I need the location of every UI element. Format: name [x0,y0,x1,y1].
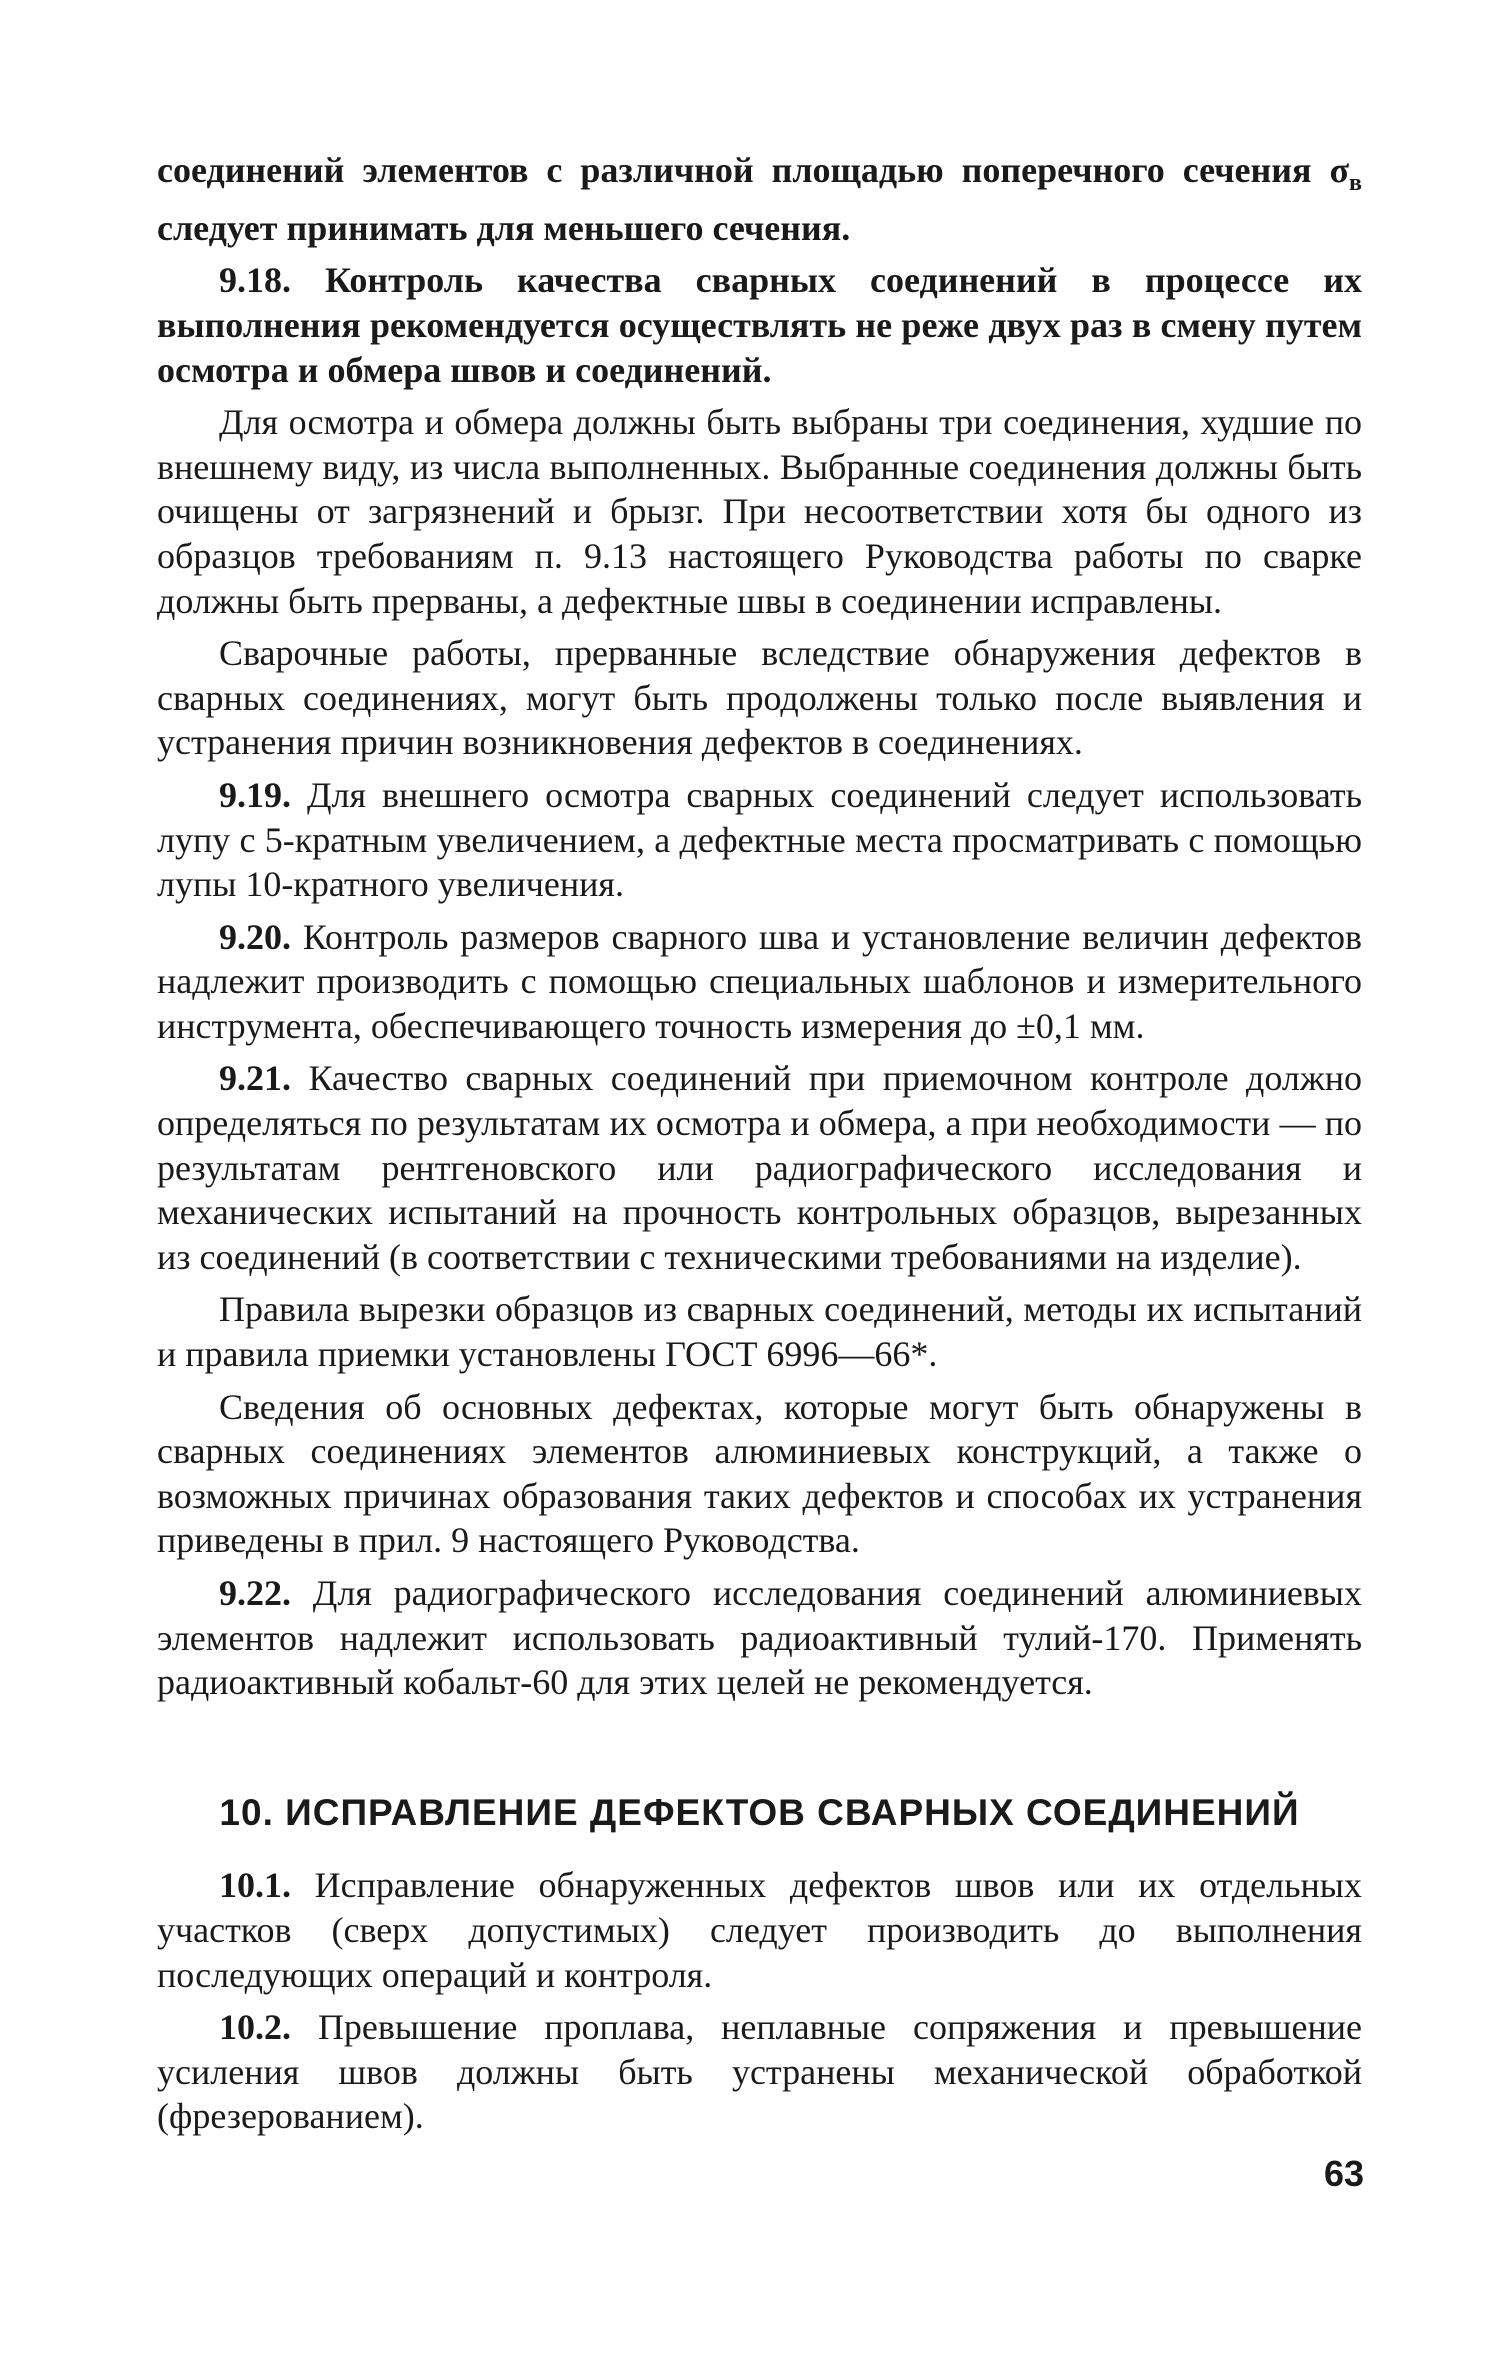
clause-number: 9.19. [219,774,291,815]
paragraph-9-21 [157,1056,1362,1279]
section-heading: 10. ИСПРАВЛЕНИЕ ДЕФЕКТОВ СВАРНЫХ СОЕДИНЕНИЙ [219,1791,1300,1833]
paragraph-9-20 [157,915,1362,1049]
paragraph-9-21-b: Правила вырезки образцов из сварных соединений, методы их испытаний и правила приемки установлены ГОСТ 6996—66*. [157,1289,1362,1375]
paragraph-9-22 [157,1571,1362,1705]
clause-text: Исправление обнаруженных дефектов швов или их отдельных участков (сверх допустимых) следует производить до выполнения последующих операций и контроля. [157,1865,1362,1995]
clause-text: Превышение проплава, неплавные сопряжения и превышение усиления швов должны быть устранены механической обработкой (фрезерованием). [157,2007,1363,2137]
clause-number: 10.2. [219,2007,291,2048]
paragraph-intro [157,148,1362,250]
paragraph-9-18 [157,258,1362,392]
sigma-symbol: σ [1329,150,1350,190]
page-number: 63 [1323,2153,1364,2194]
clause-text: Контроль качества сварных соединений в процессе их выполнения рекомендуется осуществлять не реже двух раз в смену путем осмотра и обмера швов и соединений. [157,260,1362,390]
paragraph-9-19 [157,773,1362,907]
sigma-subscript: в [1349,170,1362,197]
paragraph-10-2 [157,2005,1362,2139]
paragraph-9-21-c: Сведения об основных дефектах, которые могут быть обнаружены в сварных соединениях элементов алюминиевых конструкций, а также о возможных причинах образования таких дефектов и способах их устранения приведены в прил. 9 настоящего Руководства. [157,1386,1362,1561]
clause-number: 9.22. [219,1573,291,1613]
clause-text: Качество сварных соединений при приемочном контроле должно определяться по результатам их осмотра и обмера, а при необходимости — по результатам рентгеновского или радиографического исследования и механических испытаний на прочность контрольных образцов, вырезанных из соединений (в соответствии с техническими требованиями на изделие). [157,1058,1362,1277]
clause-text: Контроль размеров сварного шва и установление величин дефектов надлежит производить с помощью специальных шаблонов и измерительного инструмента, обеспечивающего точность измерения до ±0,1 мм. [157,916,1362,1046]
clause-text: Для радиографического исследования соединений алюминиевых элементов надлежит использовать радиоактивный тулий-170. Применять радиоактивный кобальт-60 для этих целей не рекомендуется. [157,1573,1362,1703]
paragraph-10-1 [157,1863,1362,1997]
clause-number: 10.1. [219,1865,291,1906]
paragraph-9-18-b: Для осмотра и обмера должны быть выбраны три соединения, худшие по внешнему виду, из числа выполненных. Выбранные соединения должны быть очищены от загрязнений и брызг. При несоответствии хотя бы одного из образцов требованиям п. 9.13 настоящего Руководства работы по сварке должны быть прерваны, а дефектные швы в соединении исправлены. [157,402,1362,621]
clause-text: Для внешнего осмотра сварных соединений следует использовать лупу с 5-кратным увеличением, а дефектные места просматривать с помощью лупы 10-кратного увеличения. [157,774,1362,905]
clause-number: 9.21. [219,1058,291,1099]
intro-lead: соединений элементов с различной площадью поперечного сечения [157,150,1312,190]
clause-number: 9.20. [219,916,291,957]
intro-rest: следует принимать для меньшего сечения. [157,207,851,248]
clause-number: 9.18. [219,260,291,301]
page-body [157,148,1362,2139]
paragraph-9-18-c: Сварочные работы, прерванные вследствие обнаружения дефектов в сварных соединениях, могут быть продолжены только после выявления и устранения причин возникновения дефектов в соединениях. [157,633,1362,763]
